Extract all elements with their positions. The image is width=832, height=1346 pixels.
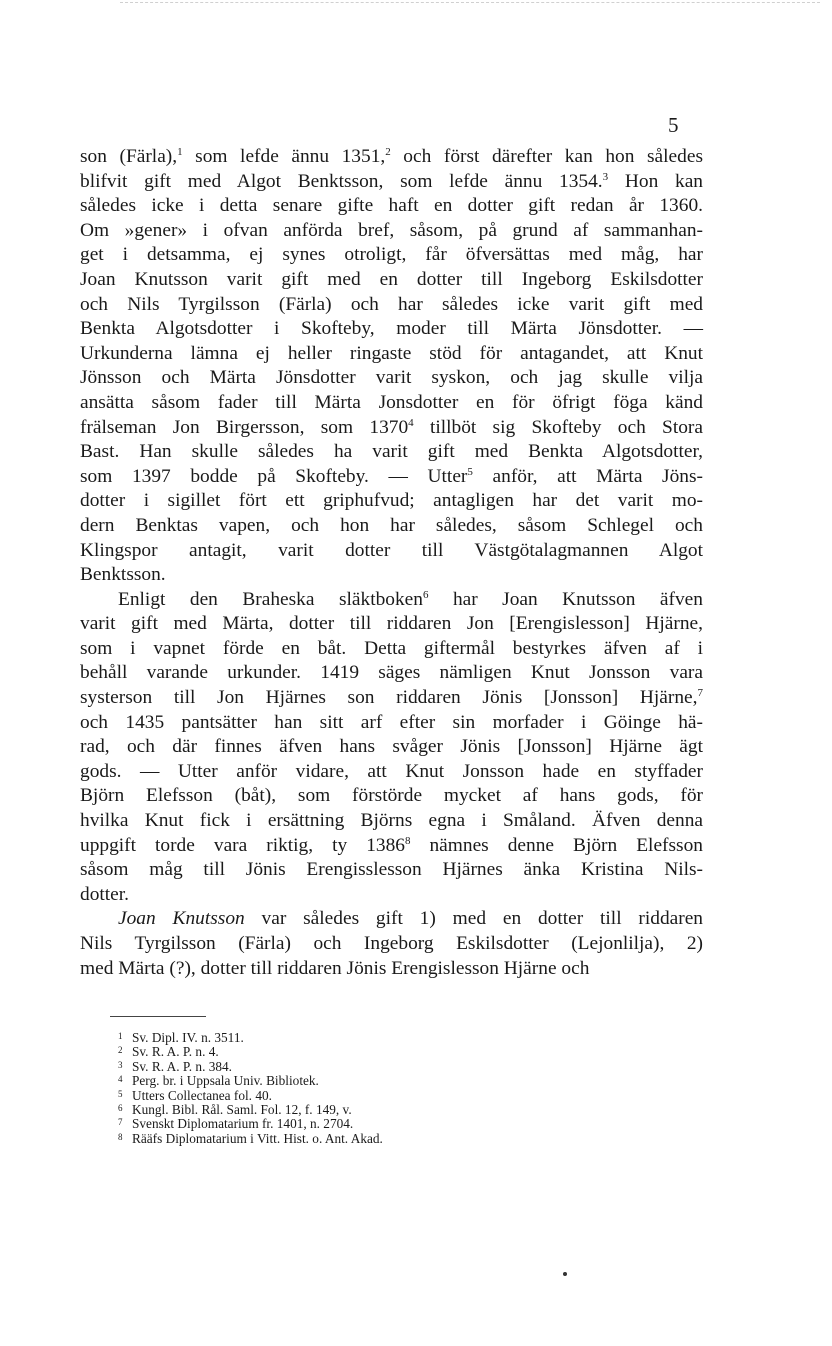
text-line: [80, 194, 703, 219]
footnote-item: [118, 1044, 383, 1058]
footnote-text: Sv. R. A. P. n. 384.: [132, 1058, 232, 1074]
text-run: dern Benktas vapen, och hon har således, såsom Schlegel och: [80, 514, 703, 536]
scan-top-edge: [120, 2, 820, 3]
text-run: Nils Tyrgilsson (Färla) och Ingeborg Eskilsdotter (Lejonlilja), 2): [80, 933, 703, 954]
footnote-reference: 3: [602, 170, 609, 183]
text-run: som lefde ännu 1351,: [182, 146, 386, 167]
text-run: systerson till Jon Hjärnes son riddaren Jönis [Jonsson] Hjärne,: [80, 687, 698, 709]
text-line: [80, 932, 703, 957]
text-run: och 1435 pantsätter han sitt arf efter sin morfader i Göinge hä-: [80, 711, 703, 733]
text-run: Bast. Han skulle således ha varit gift med Benkta Algotsdotter,: [80, 441, 703, 463]
text-run: med Märta (?), dotter till riddaren Jönis Erengislesson Hjärne och: [80, 957, 590, 979]
text-line: [80, 514, 703, 539]
text-run: som i vapnet förde en båt. Detta giftermål bestyrkes äfven af i: [80, 637, 703, 659]
text-run: anför, att Märta Jöns-: [472, 465, 703, 487]
footnote-reference: 7: [697, 687, 703, 700]
text-line: [80, 637, 703, 662]
text-line: [80, 686, 703, 711]
text-run: Klingspor antagit, varit dotter till Västgötalagmannen Algot: [80, 539, 703, 561]
text-line: [80, 735, 703, 760]
footnote-text: Svenskt Diplomatarium fr. 1401, n. 2704.: [132, 1116, 354, 1132]
text-run: son (Färla),: [80, 146, 178, 167]
text-line: [80, 883, 703, 908]
footnote-mark: 7: [118, 1117, 123, 1128]
text-line: [80, 588, 703, 613]
text-run: uppgift torde vara riktig, ty 1386: [80, 834, 405, 856]
text-line: [80, 342, 703, 367]
text-run: således icke i detta senare gifte haft en dotter gift redan år 1360.: [80, 195, 703, 217]
text-run: Jönsson och Märta Jönsdotter varit syskon, och jag skulle vilja: [80, 367, 703, 389]
text-line: [80, 489, 703, 514]
footnote-reference: 8: [404, 834, 411, 847]
text-run: dotter.: [80, 883, 130, 905]
text-line: [80, 760, 703, 785]
footnote-text: Utters Collectanea fol. 40.: [132, 1087, 272, 1103]
text-line: [80, 465, 703, 490]
text-run: Enligt den Braheska släktboken: [118, 588, 423, 610]
text-run: Benkta Algotsdotter i Skofteby, moder till Märta Jönsdotter. —: [80, 318, 703, 340]
footnote-reference: 2: [385, 146, 391, 158]
text-run: Joan Knutsson varit gift med en dotter till Ingeborg Eskilsdotter: [80, 268, 703, 290]
footnote-item: [118, 1088, 383, 1102]
footnote-reference: 4: [408, 416, 414, 429]
text-run: såsom måg till Jönis Erengisslesson Hjärnes änka Kristina Nils-: [80, 859, 703, 881]
text-run: Urkunderna lämna ej heller ringaste stöd för antagandet, att Knut: [80, 342, 703, 364]
footnote-reference: 5: [467, 465, 473, 478]
text-run: var således gift 1) med en dotter till riddaren: [244, 908, 704, 930]
text-line: [80, 563, 703, 588]
text-run: Om »gener» i ofvan anförda bref, såsom, på grund af sammanhan-: [80, 219, 703, 241]
text-line: [80, 612, 703, 637]
text-line: [80, 145, 703, 170]
text-run: dotter i sigillet fört ett griphufvud; antagligen har det varit mo-: [80, 490, 703, 512]
text-line: [80, 834, 703, 859]
text-run: gods. — Utter anför vidare, att Knut Jonsson hade en styffader: [80, 760, 703, 782]
text-run: Björn Elefsson (båt), som förstörde mycket af hans gods, för: [80, 785, 703, 807]
text-run: Benktsson.: [80, 564, 166, 586]
footnote-reference: 1: [177, 146, 183, 158]
footnote-text: Sv. Dipl. IV. n. 3511.: [132, 1030, 244, 1045]
text-run: nämnes denne Björn Elefsson: [410, 834, 703, 856]
body-text: [80, 145, 703, 981]
text-run: har Joan Knutsson äfven: [428, 588, 703, 610]
text-run: tillböt sig Skofteby och Stora: [413, 416, 703, 438]
footnote-text: Sv. R. A. P. n. 4.: [132, 1044, 219, 1060]
footnote-text: Kungl. Bibl. Rål. Saml. Fol. 12, f. 149, v.: [132, 1102, 352, 1118]
text-run: frälseman Jon Birgersson, som 1370: [80, 416, 409, 438]
text-line: [80, 539, 703, 564]
text-line: [80, 391, 703, 416]
text-run: rad, och där finnes äfven hans svåger Jönis [Jonsson] Hjärne ägt: [80, 736, 703, 758]
text-line: [80, 317, 703, 342]
footnote-text: Perg. br. i Uppsala Univ. Bibliotek.: [132, 1073, 319, 1089]
text-run: och först därefter kan hon således: [390, 146, 703, 167]
text-run: blifvit gift med Algot Benktsson, som lefde ännu 1354.: [80, 170, 603, 192]
footnote-divider: [110, 1016, 206, 1017]
text-line: [80, 219, 703, 244]
footnote-item: [118, 1131, 383, 1145]
footnote-mark: 8: [118, 1131, 123, 1142]
footnote-item: [118, 1116, 383, 1130]
text-run: varit gift med Märta, dotter till riddaren Jon [Erengislesson] Hjärne,: [80, 613, 703, 635]
text-line: [80, 809, 703, 834]
text-line: [80, 293, 703, 318]
text-line: [80, 268, 703, 293]
ink-speck: [563, 1272, 567, 1276]
footnote-mark: 3: [118, 1059, 123, 1070]
text-line: [80, 243, 703, 268]
text-run: behåll varande urkunder. 1419 säges nämligen Knut Jonsson vara: [80, 662, 703, 684]
text-run: get i detsamma, ej synes otroligt, får öfversättas med måg, har: [80, 244, 703, 266]
text-run: ansätta såsom fader till Märta Jonsdotter en för öfrigt föga känd: [80, 391, 703, 413]
text-line: [80, 711, 703, 736]
text-line: [80, 416, 703, 441]
footnote-mark: 4: [118, 1074, 123, 1085]
text-run: och Nils Tyrgilsson (Färla) och har således icke varit gift med: [80, 293, 703, 315]
footnote-reference: 6: [422, 588, 429, 601]
footnote-mark: 2: [118, 1045, 123, 1056]
text-line: [80, 661, 703, 686]
text-line: [80, 366, 703, 391]
text-run: som 1397 bodde på Skofteby. — Utter: [80, 465, 468, 487]
text-line: [80, 907, 703, 932]
footnotes: [118, 1030, 383, 1145]
text-line: [80, 957, 703, 982]
text-line: [80, 858, 703, 883]
footnote-mark: 1: [118, 1031, 123, 1041]
footnote-item: [118, 1059, 383, 1073]
italic-name: Joan Knutsson: [118, 908, 245, 930]
footnote-item: [118, 1102, 383, 1116]
text-line: [80, 440, 703, 465]
text-line: [80, 784, 703, 809]
footnote-item: [118, 1030, 383, 1044]
footnote-item: [118, 1073, 383, 1087]
page-number: 5: [668, 113, 679, 137]
footnote-mark: 6: [118, 1103, 123, 1114]
footnote-mark: 5: [118, 1088, 123, 1099]
text-run: Hon kan: [608, 170, 703, 192]
text-line: [80, 170, 703, 195]
footnote-text: Rääfs Diplomatarium i Vitt. Hist. o. Ant. Akad.: [132, 1130, 383, 1146]
text-run: hvilka Knut fick i ersättning Björns egna i Småland. Äfven denna: [80, 810, 703, 832]
